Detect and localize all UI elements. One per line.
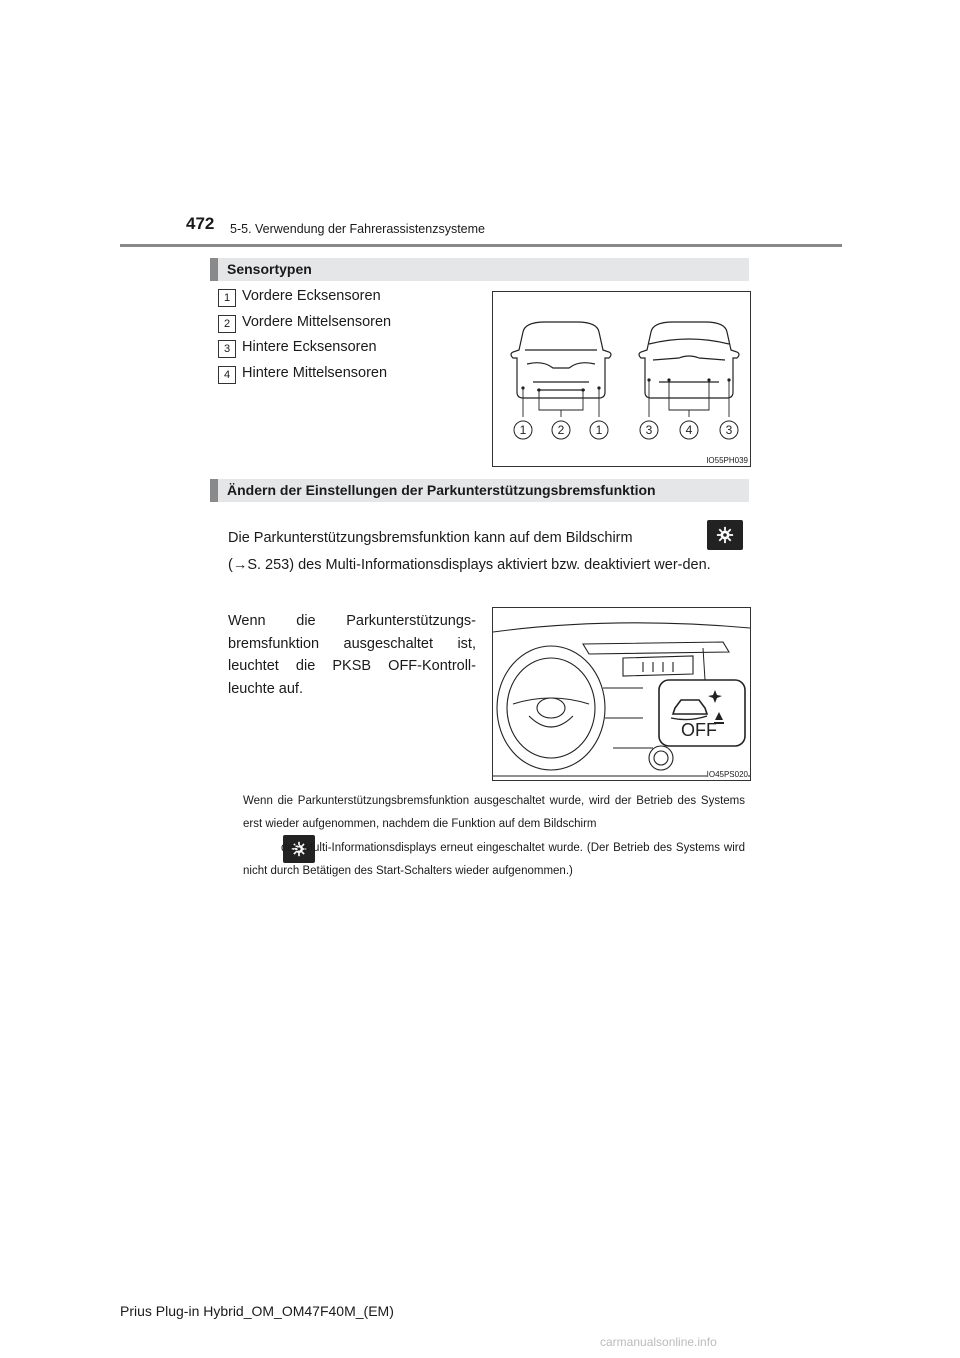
- paragraph-intro-line1: Die Parkunterstützungsbremsfunktion kann auf dem Bildschirm: [228, 530, 633, 546]
- callout-1-right: [590, 421, 608, 439]
- section-heading-text: Ändern der Einstellungen der Parkunterstützungsbremsfunktion: [227, 482, 656, 498]
- gear-icon: [716, 526, 734, 544]
- callout-3-left: [640, 421, 658, 439]
- dashboard-figure: [492, 607, 751, 781]
- note-text-part1: Wenn die Parkunterstützungsbremsfunktion ausgeschaltet wurde, wird der Betrieb des Systems erst wieder aufgenommen, nachdem die Funktion auf dem Bildschirm: [243, 795, 745, 830]
- callout-number: 3: [218, 340, 236, 358]
- note-text-part2: des Multi-Informationsdisplays erneut eingeschaltet wurde. (Der Betrieb des Systems wird nicht durch Betätigen des Start-Schalters wieder aufgenommen.): [243, 842, 745, 877]
- paragraph-intro-line2: (→S. 253) des Multi-Informationsdisplays aktiviert bzw. deaktiviert wer-den.: [228, 557, 711, 573]
- sensor-label: Hintere Mittelsensoren: [242, 365, 388, 381]
- svg-text:4: 4: [685, 423, 693, 437]
- sensor-layout-figure: [492, 291, 751, 467]
- callout-4: [680, 421, 698, 439]
- callout-3-right: [720, 421, 738, 439]
- sensor-label: Hintere Ecksensoren: [242, 339, 377, 355]
- sensor-label: Vordere Mittelsensoren: [242, 314, 392, 330]
- callout-number: 2: [218, 315, 236, 333]
- gear-icon: [707, 520, 743, 550]
- section-heading-marker: [210, 479, 218, 502]
- paragraph-pksb-off: Wenn die Parkunterstützungs-bremsfunktion ausgeschaltet ist, leuchtet die PKSB OFF-Kontroll-leuchte auf.: [228, 613, 476, 697]
- svg-text:3: 3: [645, 423, 653, 437]
- svg-text:1: 1: [519, 423, 527, 437]
- callout-2: [552, 421, 570, 439]
- car-front-rear-illustration: [493, 292, 750, 466]
- footer-manual-id: Prius Plug-in Hybrid_OM_OM47F40M_(EM): [120, 1303, 394, 1319]
- section-heading-pksb-settings: [210, 479, 749, 502]
- figure-code: IO45PS020: [706, 770, 748, 779]
- sensor-label: Vordere Ecksensoren: [242, 288, 381, 304]
- pksb-off-indicator-text: OFF: [681, 720, 717, 740]
- svg-text:3: 3: [725, 423, 733, 437]
- callout-1-left: [514, 421, 532, 439]
- section-heading-text: Sensortypen: [227, 261, 312, 277]
- chapter-title: 5-5. Verwendung der Fahrerassistenzsysteme: [230, 222, 485, 236]
- callout-number: 1: [218, 289, 236, 307]
- svg-text:2: 2: [557, 423, 565, 437]
- section-heading-marker: [210, 258, 218, 281]
- header-divider: [120, 244, 842, 247]
- section-heading-sensortypen: [210, 258, 749, 281]
- page-number: 472: [186, 214, 215, 233]
- figure-code: IO55PH039: [706, 456, 748, 465]
- svg-text:1: 1: [595, 423, 603, 437]
- callout-number: 4: [218, 366, 236, 384]
- dashboard-illustration: [493, 608, 750, 780]
- watermark: carmanualsonline.info: [600, 1335, 717, 1349]
